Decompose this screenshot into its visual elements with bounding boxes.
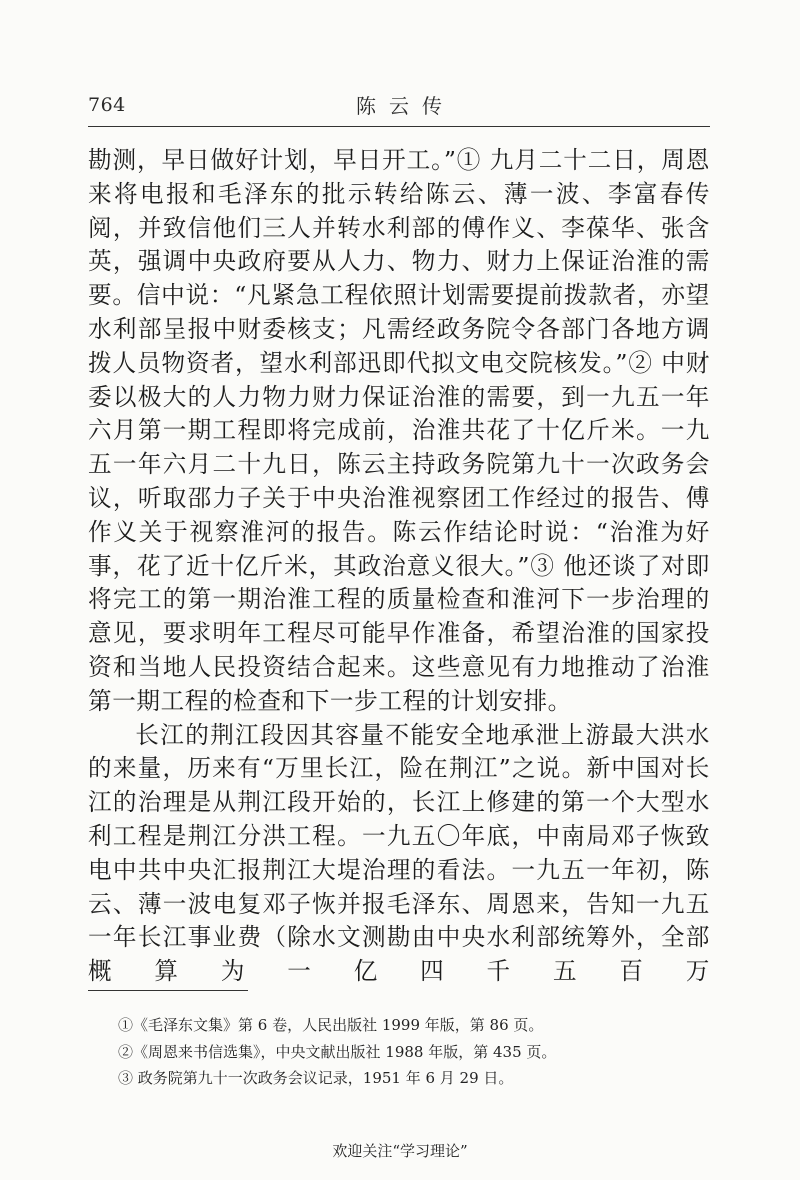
body-text — [88, 144, 710, 989]
footnote-2: ②《周恩来书信选集》，中央文献出版社 1988 年版，第 435 页。 — [118, 1042, 557, 1061]
footnote-1: ①《毛泽东文集》第 6 卷，人民出版社 1999 年版，第 86 页。 — [118, 1016, 544, 1034]
watermark-caption: 欢迎关注“学习理论” — [332, 1142, 468, 1160]
footnote-3: ③ 政务院第九十一次政务会议记录，1951 年 6 月 29 日。 — [118, 1069, 514, 1087]
page-number: 764 — [88, 94, 126, 116]
footnote-divider — [88, 990, 248, 991]
footnotes — [118, 1012, 718, 1092]
page-header — [88, 88, 710, 124]
paragraph-continued: 勘测，早日做好计划，早日开工。”① 九月二十二日，周恩来将电报和毛泽东的批示转给陈云、薄一波、李富春传阅，并致信他们三人并转水利部的傅作义、李葆华、张含英，强调中央政府要从人力、物力、财力上保证治淮的需要。信中说：“凡紧急工程依照计划需要提前拨款者，亦望水利部呈报中财委核支；凡需经政务院令各部门各地方调拨人员物资者，望水利部迅即代拟文电交院核发。”② 中财委以极大的人力物力财力保证治淮的需要，到一九五一年六月第一期工程即将完成前，治淮共花了十亿斤米。一九五一年六月二十九日，陈云主持政务院第九十一次政务会议，听取邵力子关于中央治淮视察团工作经过的报告、傅作义关于视察淮河的报告。陈云作结论时说：“治淮为好事，花了近十亿斤米，其政治意义很大。”③ 他还谈了对即将完工的第一期治淮工程的质量检查和淮河下一步治理的意见，要求明年工程尽可能早作准备，希望治淮的国家投资和当地人民投资结合起来。这些意见有力地推动了治淮第一期工程的检查和下一步工程的计划安排。 — [88, 146, 710, 715]
paragraph-jingjiang: 长江的荆江段因其容量不能安全地承泄上游最大洪水的来量，历来有“万里长江，险在荆江”之说。新中国对长江的治理是从荆江段开始的，长江上修建的第一个大型水利工程是荆江分洪工程。一九五〇年底，中南局邓子恢致电中共中央汇报荆江大堤治理的看法。一九五一年初，陈云、薄一波电复邓子恢并报毛泽东、周恩来，告知一九五一年长江事业费（除水文测勘由中央水利部统筹外，全部概算为一亿四千五百万 — [88, 720, 710, 986]
header-divider — [88, 126, 710, 127]
running-title: 陈云传 — [356, 94, 455, 118]
